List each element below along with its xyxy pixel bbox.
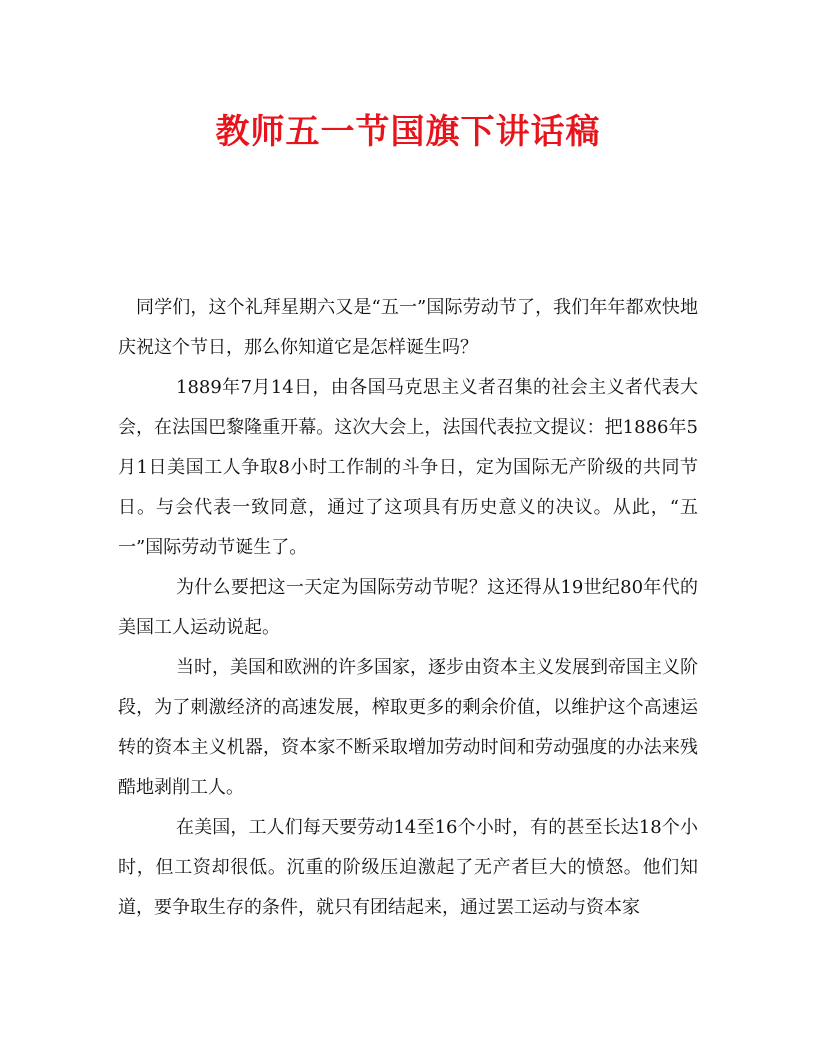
paragraph-4: 当时，美国和欧洲的许多国家，逐步由资本主义发展到帝国主义阶段，为了刺激经济的高速发展，榨取更多的剩余价值，以维护这个高速运转的资本主义机器，资本家不断采取增加劳动时间和劳动强度的办法来残酷地剥削工人。 — [118, 657, 698, 798]
paragraph-3: 为什么要把这一天定为国际劳动节呢？这还得从19世纪80年代的美国工人运动说起。 — [118, 577, 698, 638]
page-title: 教师五一节国旗下讲话稿 — [215, 112, 601, 152]
paragraph-5: 在美国，工人们每天要劳动14至16个小时，有的甚至长达18个小时，但工资却很低。沉重的阶级压迫激起了无产者巨大的愤怒。他们知道，要争取生存的条件，就只有团结起来，通过罢工运动与资本家 — [118, 817, 698, 918]
paragraph-1: 同学们，这个礼拜星期六又是“五一”国际劳动节了，我们年年都欢快地庆祝这个节日，那么你知道它是怎样诞生吗？ — [118, 297, 698, 358]
document-body — [118, 288, 698, 928]
paragraph-2: 1889年7月14日，由各国马克思主义者召集的社会主义者代表大会，在法国巴黎隆重开幕。这次大会上，法国代表拉文提议：把1886年5月1日美国工人争取8小时工作制的斗争日，定为国际无产阶级的共同节日。与会代表一致同意，通过了这项具有历史意义的决议。从此，“五一”国际劳动节诞生了。 — [118, 377, 698, 558]
